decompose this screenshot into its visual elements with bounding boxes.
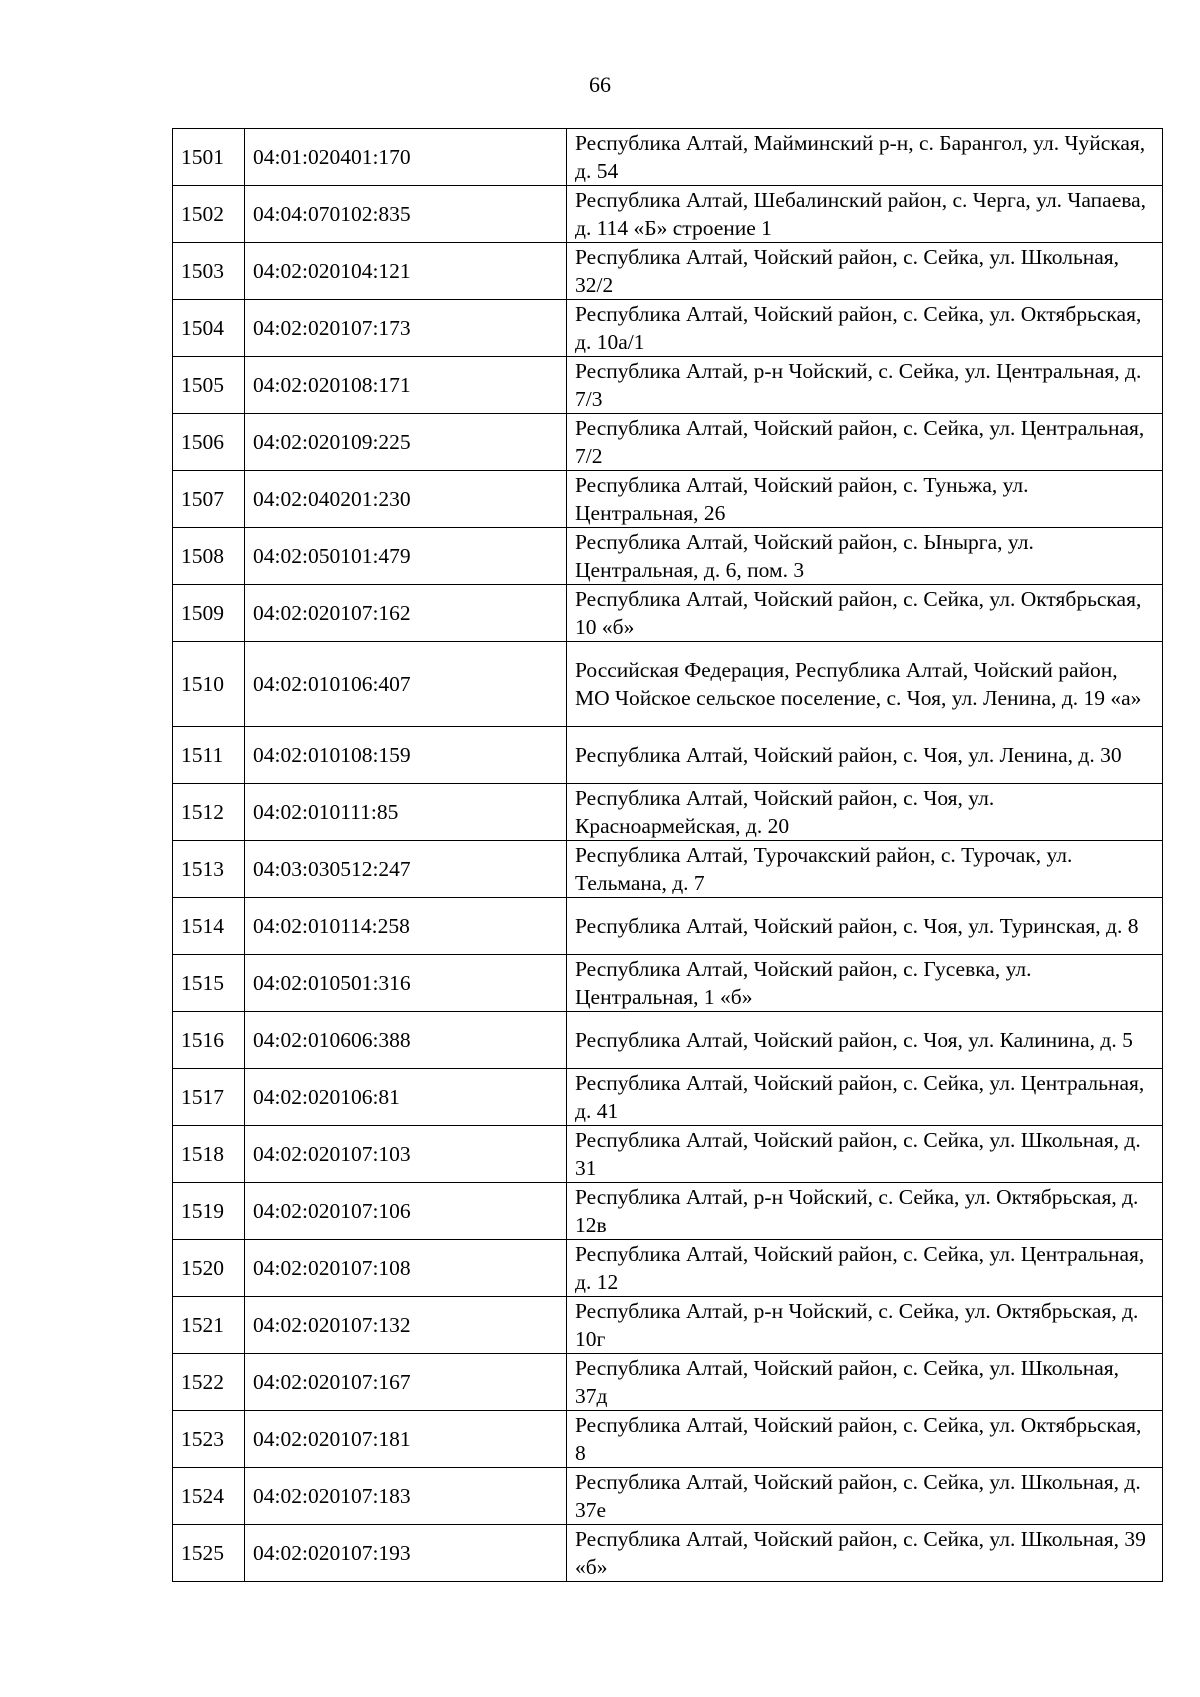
table-row <box>173 585 1163 642</box>
cadastral-number: 04:02:040201:230 <box>245 471 567 528</box>
cadastral-number: 04:02:010501:316 <box>245 955 567 1012</box>
row-number: 1506 <box>173 414 245 471</box>
cadastral-number: 04:04:070102:835 <box>245 186 567 243</box>
page-number: 66 <box>589 72 611 97</box>
object-address: Республика Алтай, р-н Чойский, с. Сейка, ул. Центральная, д. 7/3 <box>567 357 1163 414</box>
object-address: Республика Алтай, Чойский район, с. Сейка, ул. Школьная, д. 37е <box>567 1468 1163 1525</box>
cadastral-number: 04:02:050101:479 <box>245 528 567 585</box>
table-row <box>173 642 1163 727</box>
object-address: Республика Алтай, Чойский район, с. Гусевка, ул. Центральная, 1 «б» <box>567 955 1163 1012</box>
cadastral-number: 04:03:030512:247 <box>245 841 567 898</box>
row-number: 1521 <box>173 1297 245 1354</box>
object-address: Республика Алтай, Чойский район, с. Чоя, ул. Ленина, д. 30 <box>567 727 1163 784</box>
table-row <box>173 1354 1163 1411</box>
cadastral-number: 04:02:020107:181 <box>245 1411 567 1468</box>
object-address: Республика Алтай, Чойский район, с. Сейка, ул. Центральная, 7/2 <box>567 414 1163 471</box>
cadastral-number: 04:02:020104:121 <box>245 243 567 300</box>
object-address: Республика Алтай, Шебалинский район, с. Черга, ул. Чапаева, д. 114 «Б» строение 1 <box>567 186 1163 243</box>
row-number: 1504 <box>173 300 245 357</box>
cadastral-number: 04:02:010111:85 <box>245 784 567 841</box>
registry-table <box>172 128 1163 1582</box>
row-number: 1503 <box>173 243 245 300</box>
table-row <box>173 300 1163 357</box>
table-row <box>173 784 1163 841</box>
cadastral-number: 04:02:020107:106 <box>245 1183 567 1240</box>
table-row <box>173 243 1163 300</box>
table-row <box>173 727 1163 784</box>
object-address: Республика Алтай, Чойский район, с. Сейка, ул. Октябрьская, 8 <box>567 1411 1163 1468</box>
row-number: 1525 <box>173 1525 245 1582</box>
cadastral-number: 04:02:010108:159 <box>245 727 567 784</box>
row-number: 1502 <box>173 186 245 243</box>
object-address: Республика Алтай, Чойский район, с. Чоя, ул. Калинина, д. 5 <box>567 1012 1163 1069</box>
row-number: 1519 <box>173 1183 245 1240</box>
object-address: Республика Алтай, Чойский район, с. Сейка, ул. Школьная, 32/2 <box>567 243 1163 300</box>
object-address: Республика Алтай, Майминский р-н, с. Барангол, ул. Чуйская, д. 54 <box>567 129 1163 186</box>
cadastral-number: 04:02:020107:193 <box>245 1525 567 1582</box>
object-address: Республика Алтай, Чойский район, с. Туньжа, ул. Центральная, 26 <box>567 471 1163 528</box>
row-number: 1517 <box>173 1069 245 1126</box>
row-number: 1518 <box>173 1126 245 1183</box>
object-address: Российская Федерация, Республика Алтай, Чойский район, МО Чойское сельское поселение, с. Чоя, ул. Ленина, д. 19 «а» <box>567 642 1163 727</box>
row-number: 1522 <box>173 1354 245 1411</box>
table-row <box>173 1126 1163 1183</box>
table-row <box>173 186 1163 243</box>
object-address: Республика Алтай, Чойский район, с. Сейка, ул. Школьная, д. 31 <box>567 1126 1163 1183</box>
table-row <box>173 1240 1163 1297</box>
table-row <box>173 1297 1163 1354</box>
row-number: 1511 <box>173 727 245 784</box>
cadastral-number: 04:01:020401:170 <box>245 129 567 186</box>
table-row <box>173 1525 1163 1582</box>
row-number: 1509 <box>173 585 245 642</box>
cadastral-number: 04:02:020106:81 <box>245 1069 567 1126</box>
object-address: Республика Алтай, Чойский район, с. Ынырга, ул. Центральная, д. 6, пом. 3 <box>567 528 1163 585</box>
object-address: Республика Алтай, Турочакский район, с. Турочак, ул. Тельмана, д. 7 <box>567 841 1163 898</box>
row-number: 1516 <box>173 1012 245 1069</box>
row-number: 1513 <box>173 841 245 898</box>
object-address: Республика Алтай, Чойский район, с. Чоя, ул. Красноармейская, д. 20 <box>567 784 1163 841</box>
object-address: Республика Алтай, Чойский район, с. Сейка, ул. Октябрьская, 10 «б» <box>567 585 1163 642</box>
table-row <box>173 955 1163 1012</box>
row-number: 1507 <box>173 471 245 528</box>
cadastral-number: 04:02:010114:258 <box>245 898 567 955</box>
row-number: 1523 <box>173 1411 245 1468</box>
object-address: Республика Алтай, Чойский район, с. Сейка, ул. Центральная, д. 41 <box>567 1069 1163 1126</box>
row-number: 1508 <box>173 528 245 585</box>
registry-table-body <box>173 129 1163 1582</box>
table-row <box>173 1468 1163 1525</box>
object-address: Республика Алтай, Чойский район, с. Сейка, ул. Октябрьская, д. 10а/1 <box>567 300 1163 357</box>
cadastral-number: 04:02:020107:173 <box>245 300 567 357</box>
row-number: 1510 <box>173 642 245 727</box>
cadastral-number: 04:02:010606:388 <box>245 1012 567 1069</box>
object-address: Республика Алтай, Чойский район, с. Сейка, ул. Школьная, 39 «б» <box>567 1525 1163 1582</box>
cadastral-number: 04:02:020107:108 <box>245 1240 567 1297</box>
row-number: 1515 <box>173 955 245 1012</box>
table-row <box>173 357 1163 414</box>
table-row <box>173 471 1163 528</box>
table-row <box>173 1411 1163 1468</box>
object-address: Республика Алтай, Чойский район, с. Сейка, ул. Школьная, 37д <box>567 1354 1163 1411</box>
table-row <box>173 1012 1163 1069</box>
table-row <box>173 129 1163 186</box>
cadastral-number: 04:02:020107:183 <box>245 1468 567 1525</box>
object-address: Республика Алтай, р-н Чойский, с. Сейка, ул. Октябрьская, д. 12в <box>567 1183 1163 1240</box>
table-row <box>173 414 1163 471</box>
table-row <box>173 898 1163 955</box>
cadastral-number: 04:02:020107:167 <box>245 1354 567 1411</box>
table-row <box>173 1183 1163 1240</box>
table-row <box>173 841 1163 898</box>
cadastral-number: 04:02:020107:162 <box>245 585 567 642</box>
table-row <box>173 528 1163 585</box>
row-number: 1520 <box>173 1240 245 1297</box>
object-address: Республика Алтай, р-н Чойский, с. Сейка, ул. Октябрьская, д. 10г <box>567 1297 1163 1354</box>
cadastral-number: 04:02:010106:407 <box>245 642 567 727</box>
cadastral-number: 04:02:020109:225 <box>245 414 567 471</box>
row-number: 1505 <box>173 357 245 414</box>
object-address: Республика Алтай, Чойский район, с. Чоя, ул. Туринская, д. 8 <box>567 898 1163 955</box>
object-address: Республика Алтай, Чойский район, с. Сейка, ул. Центральная, д. 12 <box>567 1240 1163 1297</box>
cadastral-number: 04:02:020107:132 <box>245 1297 567 1354</box>
table-row <box>173 1069 1163 1126</box>
row-number: 1524 <box>173 1468 245 1525</box>
row-number: 1501 <box>173 129 245 186</box>
cadastral-number: 04:02:020107:103 <box>245 1126 567 1183</box>
row-number: 1512 <box>173 784 245 841</box>
row-number: 1514 <box>173 898 245 955</box>
cadastral-number: 04:02:020108:171 <box>245 357 567 414</box>
